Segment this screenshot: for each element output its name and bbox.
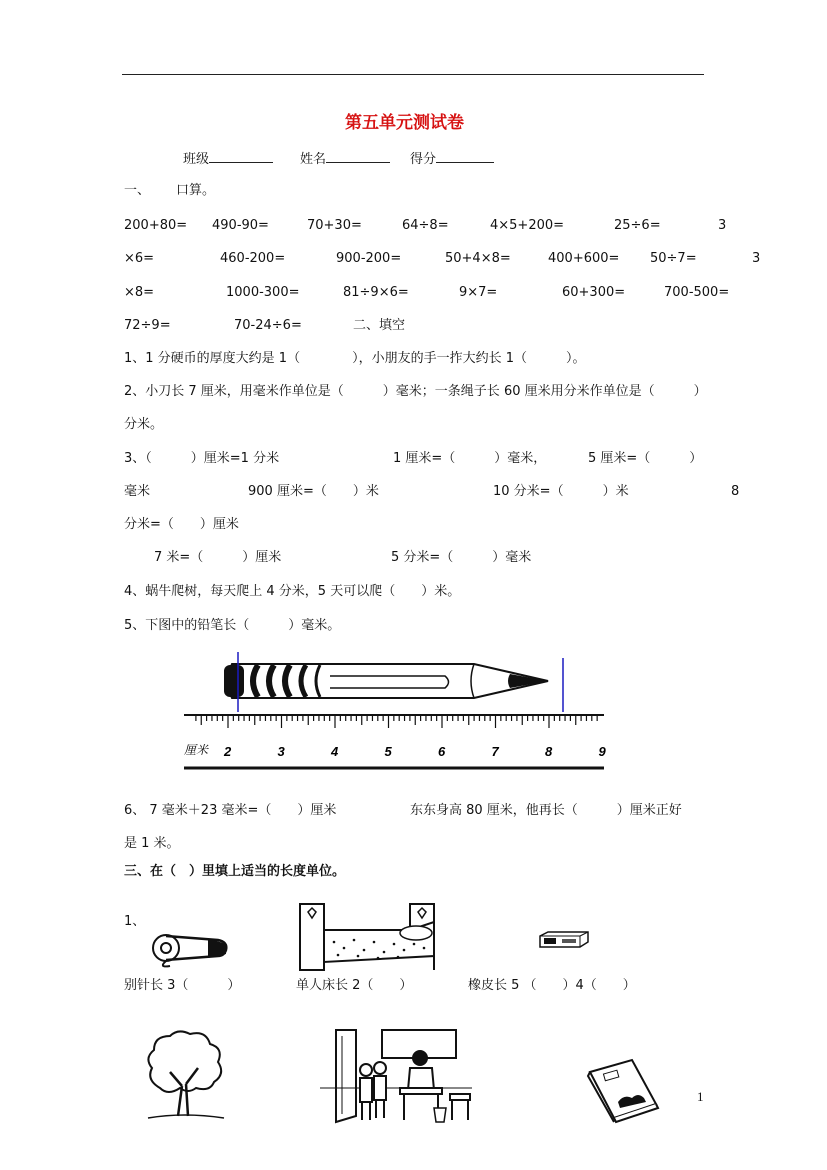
header-rule — [122, 74, 704, 75]
bed-icon — [298, 900, 440, 972]
name-label: 姓名 — [300, 152, 327, 167]
ruler-number: 7 — [491, 744, 499, 759]
calc-item: 200+80= — [124, 218, 188, 233]
calc-item: 70+30= — [307, 218, 362, 233]
name-blank[interactable] — [326, 150, 390, 163]
question-3-item: 5 分米=（ ）毫米 — [391, 550, 532, 565]
class-blank[interactable] — [209, 150, 273, 163]
section3-heading: 三、在（ ）里填上适当的长度单位。 — [124, 864, 346, 879]
calc-item: 460-200= — [220, 251, 286, 266]
caption-bed: 单人床长 2（ ） — [296, 978, 413, 993]
calc-item: 60+300= — [562, 285, 626, 300]
safety-pin-icon — [148, 930, 232, 970]
question-3-item: 1 厘米=（ ）毫米， — [393, 451, 547, 466]
calc-item: 72÷9= — [124, 318, 171, 333]
ruler-number: 3 — [277, 744, 285, 759]
calc-item: 9×7= — [459, 285, 498, 300]
question-2: 2、小刀长 7 厘米，用毫米作单位是（ ）毫米；一条绳子长 60 厘米用分米作单位是（ ） — [124, 384, 707, 399]
calc-item: ×8= — [124, 285, 155, 300]
classroom-icon — [316, 1026, 476, 1126]
calc-item: 3 — [718, 218, 727, 233]
class-label: 班级 — [183, 152, 210, 167]
section1-number: 一、 — [124, 183, 151, 198]
eraser-icon — [538, 930, 590, 950]
calc-item: 50÷7= — [650, 251, 697, 266]
page-title: 第五单元测试卷 — [345, 113, 464, 133]
caption-pin: 别针长 3（ ） — [124, 978, 241, 993]
score-label: 得分 — [410, 152, 437, 167]
ruler-number: 4 — [331, 744, 339, 759]
question-3-item: 毫米 — [124, 484, 151, 499]
ruler-number: 6 — [438, 744, 446, 759]
pencil-icon — [224, 664, 548, 698]
section2-heading: 二、填空 — [353, 318, 406, 333]
ruler-number: 9 — [598, 744, 606, 759]
ruler-number: 5 — [384, 744, 392, 759]
calc-item: 1000-300= — [226, 285, 300, 300]
calc-item: 900-200= — [336, 251, 402, 266]
question-6-b: 东东身高 80 厘米，他再长（ ）厘米正好 — [410, 803, 682, 818]
calc-item: 4×5+200= — [490, 218, 565, 233]
ruler-number: 8 — [545, 744, 553, 759]
calc-item: 81÷9×6= — [343, 285, 409, 300]
tree-icon — [140, 1028, 230, 1124]
calc-item: 64÷8= — [402, 218, 449, 233]
question-4: 4、蜗牛爬树，每天爬上 4 分米，5 天可以爬（ ）米。 — [124, 584, 461, 599]
calc-item: ×6= — [124, 251, 155, 266]
question-6-cont: 是 1 米。 — [124, 836, 180, 851]
question-3-item: 分米=（ ）厘米 — [124, 517, 239, 532]
class-field[interactable] — [183, 150, 273, 168]
question-3-item: 3、（ ）厘米=1 分米 — [124, 451, 280, 466]
question-2-cont: 分米。 — [124, 417, 164, 432]
question-3-item: 8 — [731, 484, 740, 499]
name-field[interactable] — [300, 150, 390, 168]
pencil-ruler-figure — [180, 652, 610, 776]
score-field[interactable] — [410, 150, 494, 168]
calc-item: 490-90= — [212, 218, 269, 233]
question-3-item: 7 米=（ ）厘米 — [154, 550, 282, 565]
question-3-item: 10 分米=（ ）米 — [493, 484, 629, 499]
section3-number: 1、 — [124, 914, 146, 929]
question-6: 6、 7 毫米＋23 毫米=（ ）厘米 — [124, 803, 337, 818]
calc-item: 400+600= — [548, 251, 620, 266]
page-number: 1 — [697, 1089, 704, 1104]
question-5: 5、下图中的铅笔长（ ）毫米。 — [124, 618, 341, 633]
book-icon — [584, 1058, 660, 1124]
question-3-item: 900 厘米=（ ）米 — [248, 484, 379, 499]
calc-item: 700-500= — [664, 285, 730, 300]
question-1: 1、1 分硬币的厚度大约是 1（ ），小朋友的手一拃大约长 1（ ）。 — [124, 351, 586, 366]
calc-item: 70-24÷6= — [234, 318, 302, 333]
question-3-item: 5 厘米=（ ） — [588, 451, 703, 466]
caption-eraser: 橡皮长 5 （ ）4（ ） — [468, 978, 636, 993]
ruler — [184, 715, 607, 768]
ruler-number: 2 — [224, 744, 232, 759]
score-blank[interactable] — [436, 150, 494, 163]
ruler-unit: 厘米 — [184, 743, 209, 757]
section1-heading: 口算。 — [176, 183, 216, 198]
calc-item: 50+4×8= — [445, 251, 511, 266]
calc-item: 25÷6= — [614, 218, 661, 233]
calc-item: 3 — [752, 251, 761, 266]
